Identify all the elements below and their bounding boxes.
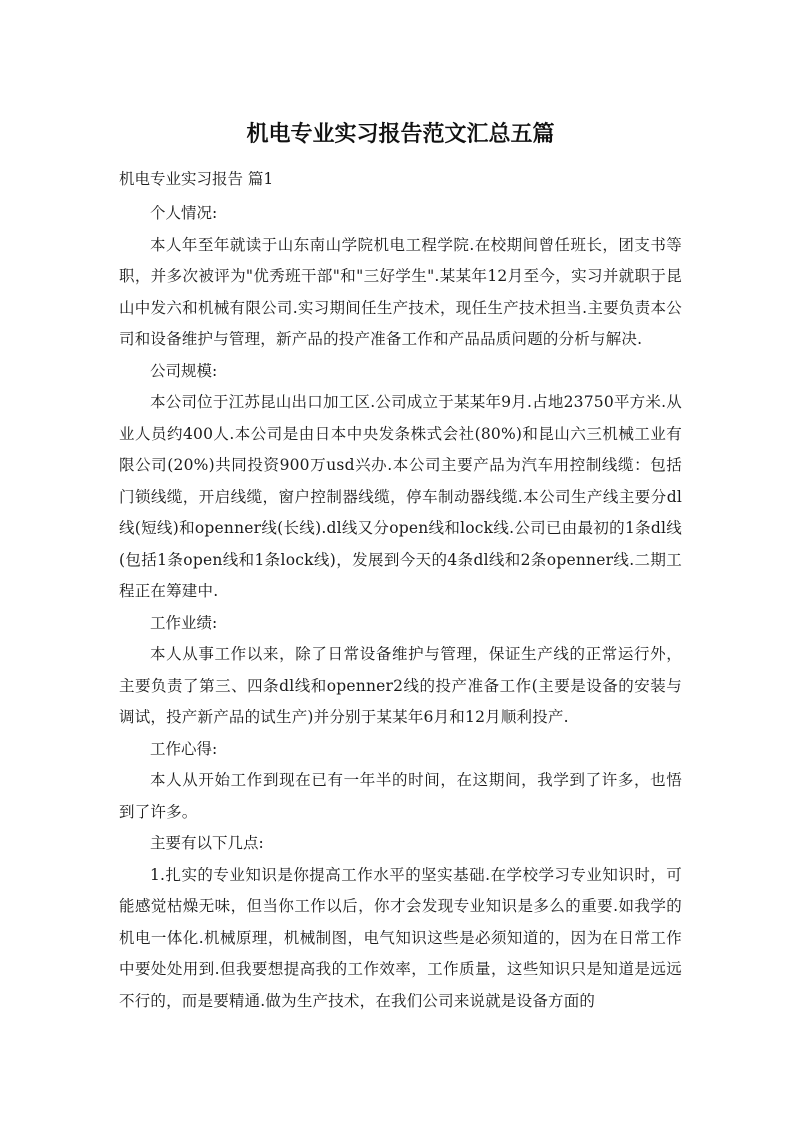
section-heading: 工作心得: bbox=[150, 739, 218, 758]
document-title: 机电专业实习报告范文汇总五篇 bbox=[246, 122, 555, 147]
section-paragraph: 本人年至年就读于山东南山学院机电工程学院.在校期间曾任班长，团支书等职，并多次被评为"优秀班干部"和"三好学生".某某年12月至今，实习并就职于昆山中发六和机械有限公司.实习期间任生产技术，现任生产技术担当.主要负责本公司和设备维护与管理，新产品的投产准备工作和产品品质问题的分析与解决. bbox=[119, 235, 682, 348]
section-paragraph: 本人从事工作以来，除了日常设备维护与管理，保证生产线的正常运行外，主要负责了第三、四条dl线和openner2线的投产准备工作(主要是设备的安装与调试，投产新产品的试生产)并分别于某某年6月和12月顺利投产. bbox=[119, 645, 682, 726]
section-insights bbox=[119, 734, 682, 829]
section-heading: 主要有以下几点: bbox=[150, 834, 264, 852]
section-heading: 个人情况: bbox=[150, 204, 218, 222]
section-paragraph: 1.扎实的专业知识是你提高工作水平的坚实基础.在学校学习专业知识时，可能感觉枯燥无味，但当你工作以后，你才会发现专业知识是多么的重要.如我学的机电一体化.机械原理，机械制图，电气知识这些是必须知道的，因为在日常工作中要处处用到.但我要想提高我的工作效率，工作质量，这些知识只是知道是远远不行的，而是要精通.做为生产技术，在我们公司来说就是设备方面的 bbox=[119, 865, 682, 1010]
section-heading: 公司规模: bbox=[150, 361, 218, 380]
section-company-scale bbox=[119, 356, 682, 608]
section-paragraph: 本人从开始工作到现在已有一年半的时间，在这期间，我学到了许多，也悟到了许多。 bbox=[119, 771, 682, 821]
document-subtitle: 机电专业实习报告 篇1 bbox=[119, 170, 274, 188]
section-achievements bbox=[119, 608, 682, 734]
section-paragraph: 本公司位于江苏昆山出口加工区.公司成立于某某年9月.占地23750平方米.从业人员约400人.本公司是由日本中央发条株式会社(80%)和昆山六三机械工业有限公司(20%)共同投资900万usd兴办.本公司主要产品为汽车用控制线缆：包括门锁线缆，开启线缆，窗户控制器线缆，停车制动器线缆.本公司生产线主要分dl线(短线)和openner线(长线).dl线又分open线和lock线.公司已由最初的1条dl线(包括1条open线和1条lock线)，发展到今天的4条dl线和2条openner线.二期工程正在筹建中. bbox=[119, 393, 682, 600]
section-heading: 工作业绩: bbox=[150, 613, 218, 632]
section-key-points bbox=[119, 828, 682, 1017]
section-personal bbox=[119, 198, 682, 356]
